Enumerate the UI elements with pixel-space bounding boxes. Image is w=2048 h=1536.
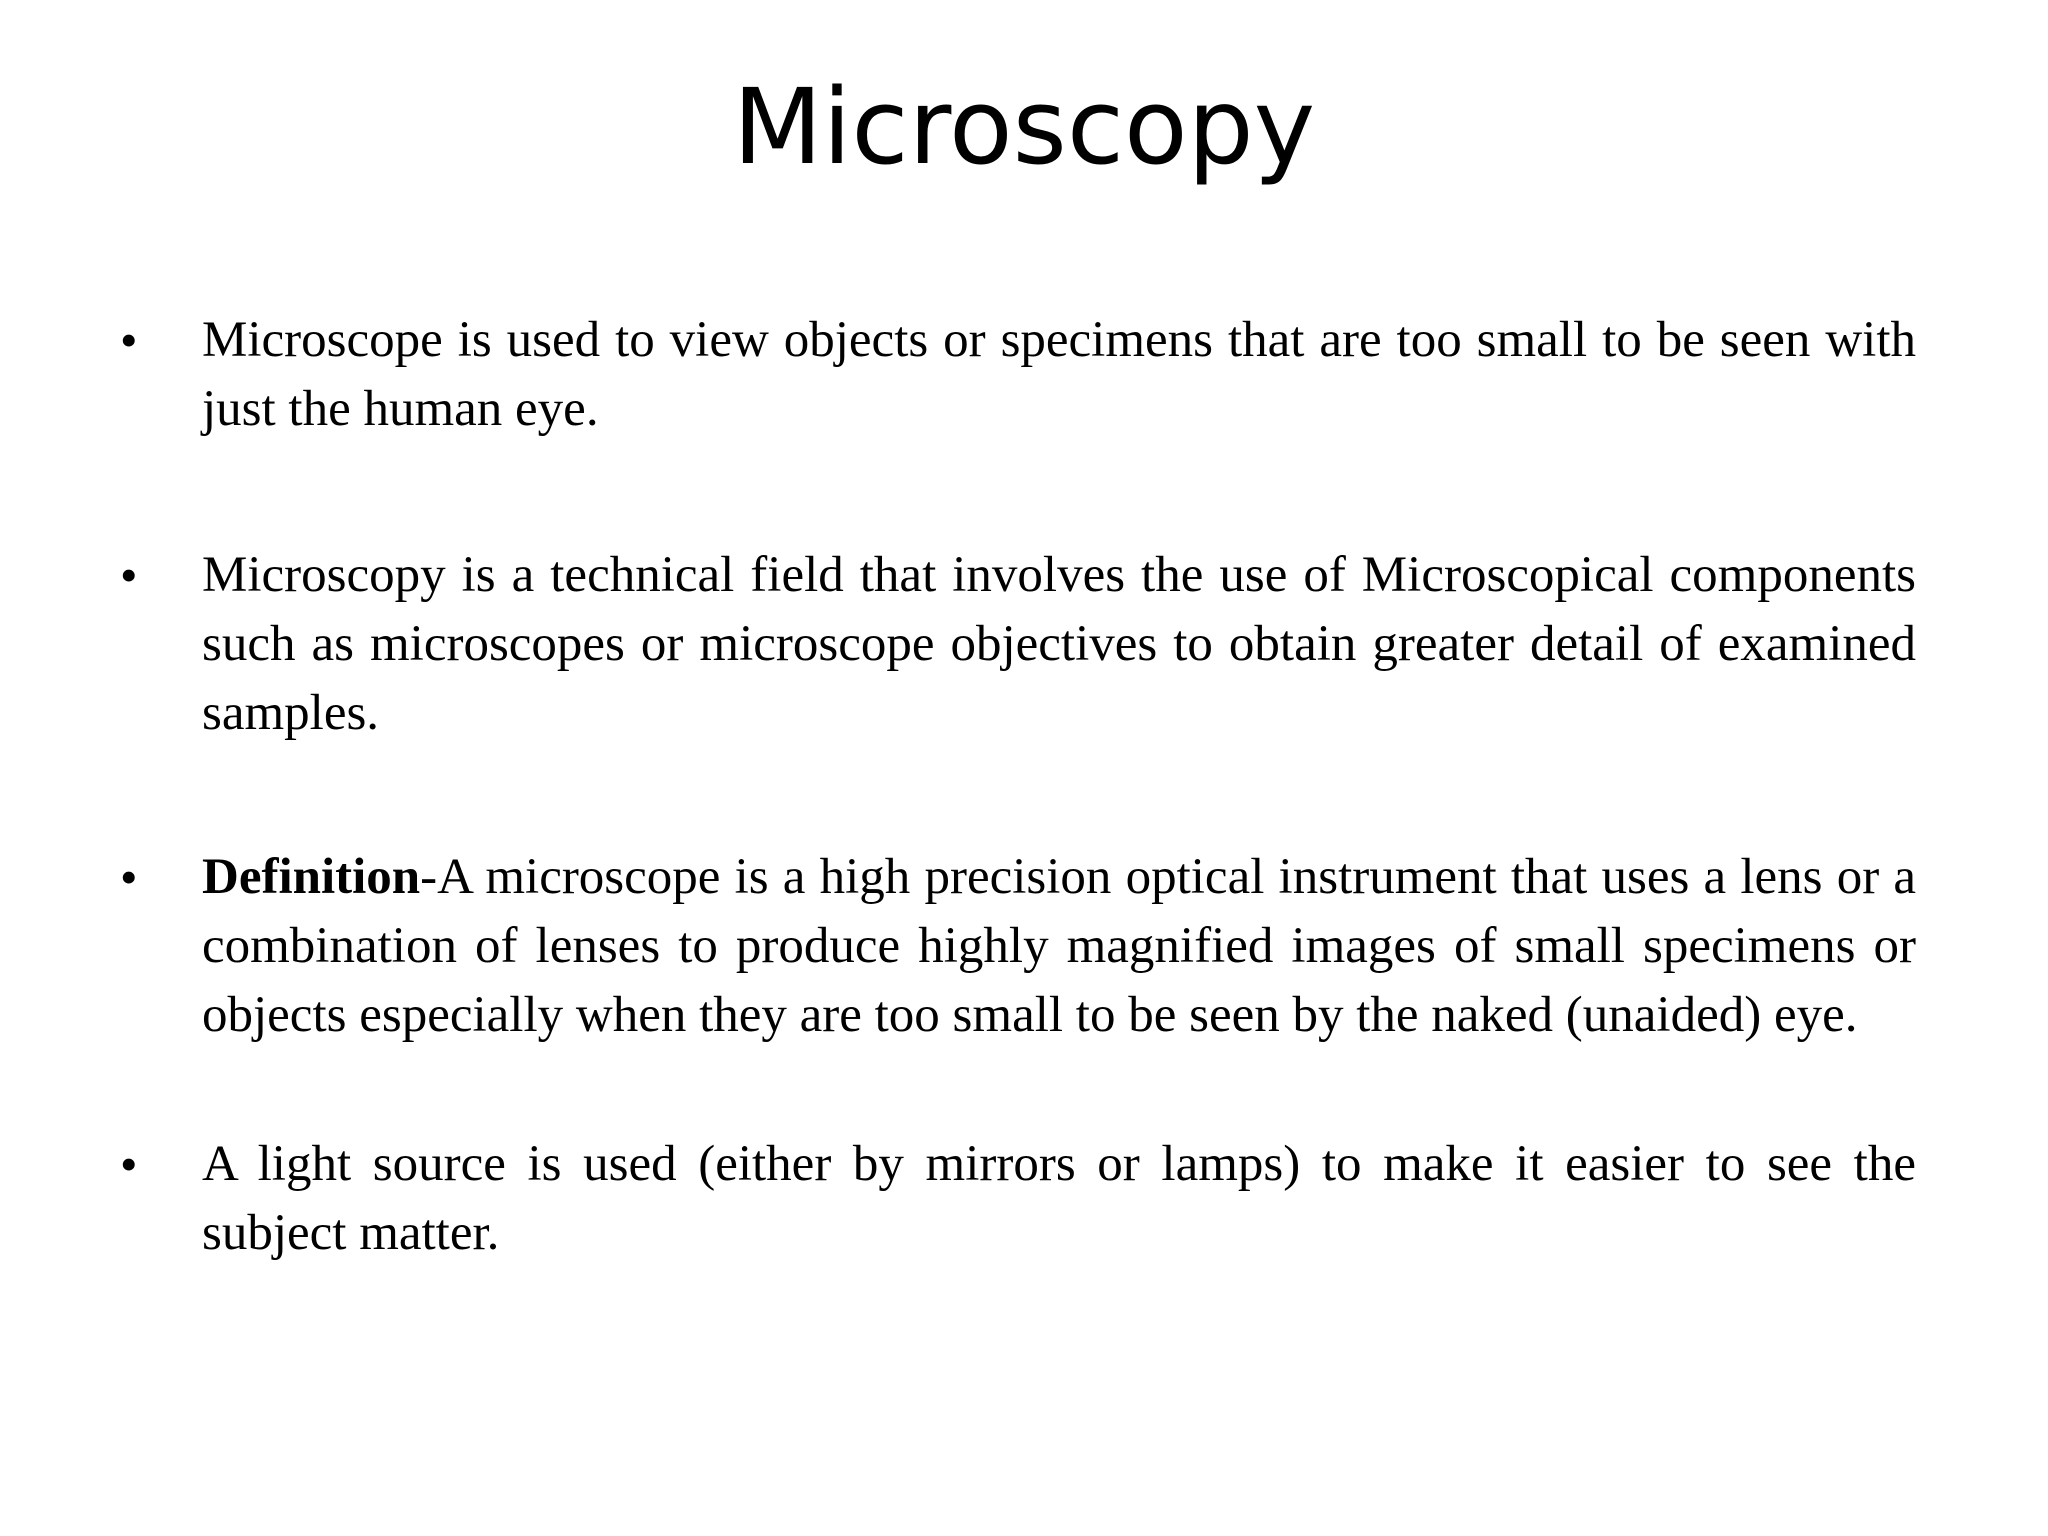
bullet-marker: • xyxy=(120,849,138,905)
bullet-marker: • xyxy=(120,312,138,368)
bullet-body: Microscope is used to view objects or specimens that are too small to be seen with just the human eye. xyxy=(202,312,1916,437)
bullet-text xyxy=(202,306,1916,444)
bullet-text xyxy=(202,541,1916,748)
bullet-body: Microscopy is a technical field that involves the use of Microscopical components such as microscopes or microscope objectives to obtain greater detail of examined samples. xyxy=(202,547,1916,741)
bullet-text xyxy=(202,843,1916,1050)
bullet-marker: • xyxy=(120,1136,138,1192)
bullet-body: -A microscope is a high precision optical instrument that uses a lens or a combination of lenses to produce highly magnified images of small specimens or objects especially when they are too small to be seen by the naked (unaided) eye. xyxy=(202,849,1916,1043)
bullet-text xyxy=(202,1130,1916,1268)
bullet-lead: Definition xyxy=(202,849,421,905)
bullet-body: A light source is used (either by mirrors or lamps) to make it easier to see the subject matter. xyxy=(202,1136,1916,1261)
slide-title: Microscopy xyxy=(732,66,1316,188)
bullet-marker: • xyxy=(120,547,138,603)
